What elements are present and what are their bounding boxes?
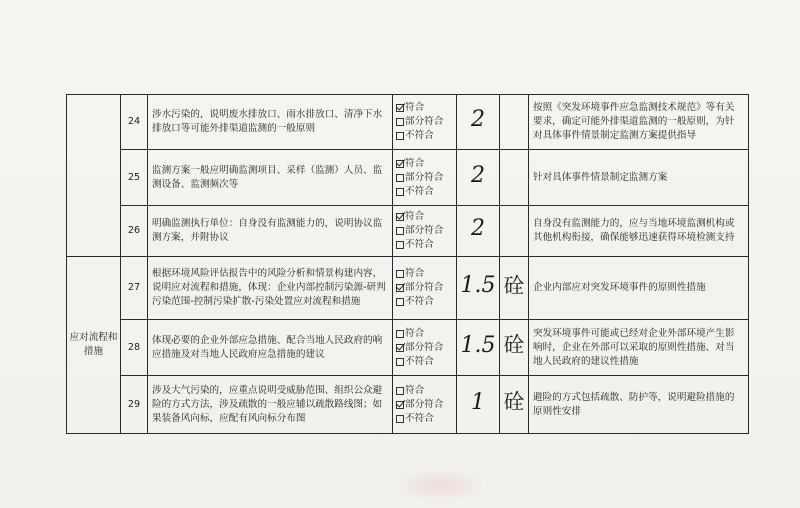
option-label: 符合 [405, 268, 425, 279]
table-row [67, 206, 749, 257]
handwritten-score [457, 257, 500, 320]
checkbox-icon[interactable] [396, 132, 404, 140]
table-row [67, 376, 749, 434]
checkbox-icon[interactable] [396, 358, 404, 366]
mark-value: 硂 [503, 390, 525, 414]
item-note: 企业内部应对突发环境事件的原则性措施 [529, 257, 749, 320]
item-number: 24 [121, 95, 148, 150]
handwritten-score [457, 150, 500, 206]
handwritten-mark [500, 95, 529, 150]
checkbox-icon[interactable] [396, 227, 404, 235]
compliance-option[interactable] [396, 238, 456, 252]
checked-checkbox-icon[interactable] [396, 344, 404, 352]
score-value: 1 [471, 389, 485, 415]
option-label: 不符合 [405, 412, 434, 424]
checkbox-icon[interactable] [396, 188, 404, 196]
item-note: 针对具体事件情景制定监测方案 [529, 150, 749, 206]
compliance-option[interactable] [396, 101, 456, 115]
checked-checkbox-icon[interactable] [396, 104, 404, 112]
score-value: 2 [471, 162, 485, 188]
option-label: 符合 [405, 384, 425, 396]
option-label: 部分符合 [405, 282, 444, 293]
checkbox-icon[interactable] [396, 174, 404, 182]
option-label: 部分符合 [405, 225, 444, 236]
score-value: 1.5 [460, 332, 496, 358]
handwritten-mark [500, 376, 529, 434]
item-description: 明确监测执行单位：自身没有监测能力的，说明协议监测方案，并附协议 [148, 206, 393, 257]
option-label: 部分符合 [405, 116, 444, 127]
option-label: 部分符合 [405, 341, 444, 353]
mark-value: 硂 [503, 333, 525, 357]
option-label: 不符合 [405, 239, 434, 250]
compliance-option[interactable] [396, 412, 456, 426]
compliance-option[interactable] [396, 224, 456, 238]
category-cell [67, 257, 121, 434]
compliance-option[interactable] [396, 157, 456, 171]
compliance-options [393, 150, 457, 206]
table-row [67, 320, 749, 376]
table-row [67, 150, 749, 206]
item-note: 避险的方式包括疏散、防护等，说明避险措施的原则性安排 [529, 376, 749, 434]
table-row [67, 257, 749, 320]
item-number: 28 [121, 320, 148, 376]
score-value: 2 [471, 216, 485, 241]
option-label: 符合 [405, 157, 425, 169]
compliance-option[interactable] [396, 185, 456, 199]
option-label: 不符合 [405, 355, 434, 367]
checked-checkbox-icon[interactable] [396, 213, 404, 221]
checkbox-icon[interactable] [396, 415, 404, 423]
assessment-table [66, 94, 749, 434]
item-number: 29 [121, 376, 148, 434]
compliance-option[interactable] [396, 210, 456, 224]
compliance-option[interactable] [396, 295, 456, 309]
compliance-option[interactable] [396, 267, 456, 281]
option-label: 不符合 [405, 185, 434, 197]
compliance-options [393, 257, 457, 320]
compliance-options [393, 95, 457, 150]
option-label: 符合 [405, 211, 425, 222]
option-label: 部分符合 [405, 398, 444, 410]
handwritten-score [457, 206, 500, 257]
item-description: 体现必要的企业外部应急措施、配合当地人民政府的响应措施及对当地人民政府应急措施的建议 [148, 320, 393, 376]
compliance-option[interactable] [396, 384, 456, 398]
handwritten-mark [500, 257, 529, 320]
compliance-options [393, 206, 457, 257]
item-note: 突发环境事件可能或已经对企业外部环境产生影响时，企业在外部可以采取的原则性措施、对当地人民政府的建议性措施 [529, 320, 749, 376]
checked-checkbox-icon[interactable] [396, 401, 404, 409]
checkbox-icon[interactable] [396, 387, 404, 395]
item-note: 自身没有监测能力的，应与当地环境监测机构或其他机构衔接，确保能够迅速获得环境检测支持 [529, 206, 749, 257]
option-label: 符合 [405, 327, 425, 339]
handwritten-mark [500, 320, 529, 376]
compliance-option[interactable] [396, 327, 456, 341]
item-description: 根据环境风险评估报告中的风险分析和情景构建内容，说明应对流程和措施，体现：企业内部控制污染源-研判污染范围-控制污染扩散-污染处置应对流程和措施 [148, 257, 393, 320]
option-label: 不符合 [405, 130, 434, 141]
compliance-option[interactable] [396, 341, 456, 355]
checked-checkbox-icon[interactable] [396, 284, 404, 292]
checkbox-icon[interactable] [396, 298, 404, 306]
compliance-option[interactable] [396, 171, 456, 185]
handwritten-mark [500, 206, 529, 257]
stamp-stain [395, 470, 485, 500]
checked-checkbox-icon[interactable] [396, 160, 404, 168]
item-description: 监测方案一般应明确监测项目、采样（监测）人员、监测设备、监测频次等 [148, 150, 393, 206]
score-value: 2 [471, 107, 485, 132]
handwritten-score [457, 376, 500, 434]
compliance-option[interactable] [396, 355, 456, 369]
table-row [67, 95, 749, 150]
item-description: 涉及大气污染的，应重点说明受威胁范围、组织公众避险的方式方法，涉及疏散的一般应辅以疏散路线图；如果装备风向标，应配有风向标分布图 [148, 376, 393, 434]
checkbox-icon[interactable] [396, 118, 404, 126]
compliance-option[interactable] [396, 398, 456, 412]
compliance-option[interactable] [396, 129, 456, 143]
compliance-options [393, 376, 457, 434]
item-note: 按照《突发环境事件应急监测技术规范》等有关要求，确定可能外排渠道监测的一般原则，为针对具体事件情景制定监测方案提供指导 [529, 95, 749, 150]
item-description: 涉水污染的，说明废水排放口、雨水排放口、清净下水排放口等可能外排渠道监测的一般原则 [148, 95, 393, 150]
category-label: 应对流程和措施 [69, 332, 118, 357]
handwritten-score [457, 95, 500, 150]
compliance-options [393, 320, 457, 376]
checkbox-icon[interactable] [396, 330, 404, 338]
checkbox-icon[interactable] [396, 270, 404, 278]
option-label: 部分符合 [405, 171, 444, 183]
handwritten-mark [500, 150, 529, 206]
item-number: 27 [121, 257, 148, 320]
score-value: 1.5 [460, 273, 496, 298]
category-cell-empty [67, 95, 121, 257]
item-number: 26 [121, 206, 148, 257]
compliance-option[interactable] [396, 115, 456, 129]
handwritten-score [457, 320, 500, 376]
mark-value: 硂 [503, 273, 525, 298]
compliance-option[interactable] [396, 281, 456, 295]
option-label: 符合 [405, 102, 425, 113]
option-label: 不符合 [405, 296, 434, 307]
checkbox-icon[interactable] [396, 241, 404, 249]
item-number: 25 [121, 150, 148, 206]
